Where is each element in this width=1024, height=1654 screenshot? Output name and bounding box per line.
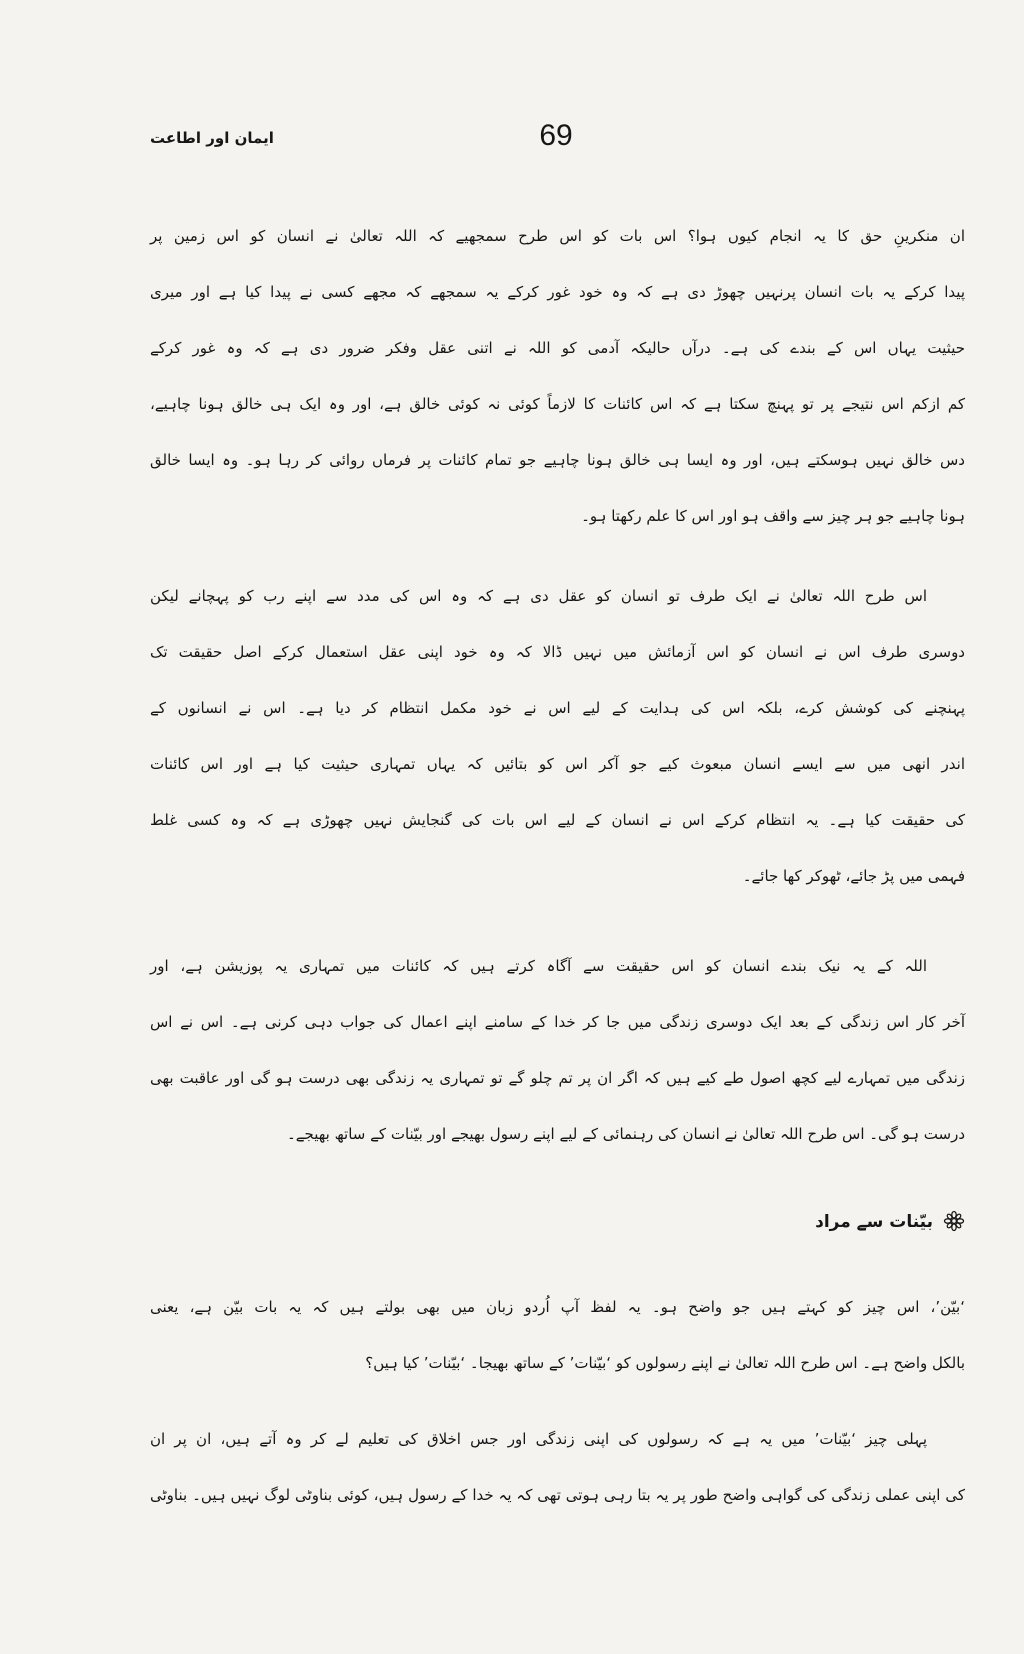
text-line: فہمی میں پڑ جائے، ٹھوکر کھا جائے۔	[742, 867, 965, 885]
paragraph-2	[150, 568, 965, 904]
paragraph-1	[150, 208, 965, 544]
text-line: بالکل واضح ہے۔ اس طرح اللہ تعالیٰ نے اپنے رسولوں کو ‘بیّنات’ کے ساتھ بھیجا۔ ‘بیّنات’ کیا ہیں؟	[365, 1354, 965, 1372]
text-line: ان منکرینِ حق کا یہ انجام کیوں ہوا؟ اس بات کو اس طرح سمجھیے کہ اللہ تعالیٰ نے انسان کو اس زمین پر	[150, 227, 965, 245]
text-line: ‘بیّن’، اس چیز کو کہتے ہیں جو واضح ہو۔ یہ لفظ آپ اُردو زبان میں بھی بولتے ہیں کہ یہ بات بیّن ہے، یعنی	[150, 1298, 965, 1316]
text-line: پہلی چیز ‘بیّنات’ میں یہ ہے کہ رسولوں کی اپنی زندگی اور جس اخلاق کی تعلیم لے کر وہ آتے ہیں، ان پر ان	[150, 1430, 927, 1448]
text-line: زندگی میں تمہارے لیے کچھ اصول طے کیے ہیں کہ اگر ان پر تم چلو گے تو تمہاری یہ زندگی بھی درست ہو گی اور عاقبت بھی	[150, 1069, 965, 1087]
text-line: آخر کار اس زندگی کے بعد ایک دوسری زندگی میں جا کر خدا کے سامنے اپنے اعمال کی جواب دہی کرنی ہے۔ اس نے اس	[150, 1013, 965, 1031]
section-heading-text: بیّنات سے مراد	[815, 1211, 933, 1232]
flower-ornament-icon	[943, 1210, 965, 1232]
running-header-title: ایمان اور اطاعت	[150, 129, 274, 147]
text-line: ہونا چاہیے جو ہر چیز سے واقف ہو اور اس کا علم رکھتا ہو۔	[581, 507, 965, 525]
text-line: پہنچنے کی کوشش کرے، بلکہ اس کی ہدایت کے لیے اس نے خود مکمل انتظام کر دیا ہے۔ اس نے انسانوں کے	[150, 699, 965, 717]
text-line: دس خالق نہیں ہوسکتے ہیں، اور وہ ایسا ہی خالق ہونا چاہیے جو تمام کائنات پر فرماں روائی کر رہا ہو۔ وہ ایسا خالق	[150, 451, 965, 469]
text-line: اللہ کے یہ نیک بندے انسان کو اس حقیقت سے آگاہ کرتے ہیں کہ کائنات میں تمہاری یہ پوزیشن ہے، اور	[150, 957, 927, 975]
body-text	[150, 208, 965, 1523]
text-line: اندر انھی میں سے ایسے انسان مبعوث کیے جو آکر اس کو بتائیں کہ یہاں تمہاری حیثیت کیا ہے اور اس کائنات	[150, 755, 965, 773]
page-number: 69	[539, 119, 573, 152]
paragraph-4	[150, 1279, 965, 1391]
text-line: درست ہو گی۔ اس طرح اللہ تعالیٰ نے انسان کی رہنمائی کے لیے اپنے رسول بھیجے اور بیّنات کے ساتھ بھیجے۔	[286, 1125, 965, 1143]
text-line: حیثیت یہاں اس کے بندے کی ہے۔ درآں حالیکہ آدمی کو اللہ نے اتنی عقل وفکر ضرور دی ہے کہ وہ غور کرکے	[150, 339, 965, 357]
paragraph-5	[150, 1411, 965, 1523]
text-line: دوسری طرف اس نے انسان کو اس آزمائش میں نہیں ڈالا کہ وہ خود اپنی عقل استعمال کرکے اصل حقیقت تک	[150, 643, 965, 661]
section-heading	[150, 1195, 965, 1247]
text-line: اس طرح اللہ تعالیٰ نے ایک طرف تو انسان کو عقل دی ہے کہ وہ اس کی مدد سے اپنے رب کو پہچانے لیکن	[150, 587, 927, 605]
text-line: کم ازکم اس نتیجے پر تو پہنچ سکتا ہے کہ اس کائنات کا لازماً کوئی نہ کوئی خالق ہے، اور وہ ایک ہی خالق ہونا چاہیے،	[150, 395, 965, 413]
text-line: پیدا کرکے یہ بات انسان پرنہیں چھوڑ دی ہے کہ وہ خود غور کرکے یہ سمجھے کہ مجھے کسی نے پیدا کیا ہے اور میری	[150, 283, 965, 301]
paragraph-3	[150, 938, 965, 1162]
text-line: کی اپنی عملی زندگی کی گواہی واضح طور پر یہ بتا رہی ہوتی تھی کہ یہ خدا کے رسول ہیں، کوئی بناوٹی لوگ نہیں ہیں۔ بناوٹی	[150, 1486, 965, 1504]
text-line: کی حقیقت کیا ہے۔ یہ انتظام کرکے اس نے انسان کے لیے اس بات کی گنجایش نہیں چھوڑی ہے کہ وہ کسی غلط	[150, 811, 965, 829]
